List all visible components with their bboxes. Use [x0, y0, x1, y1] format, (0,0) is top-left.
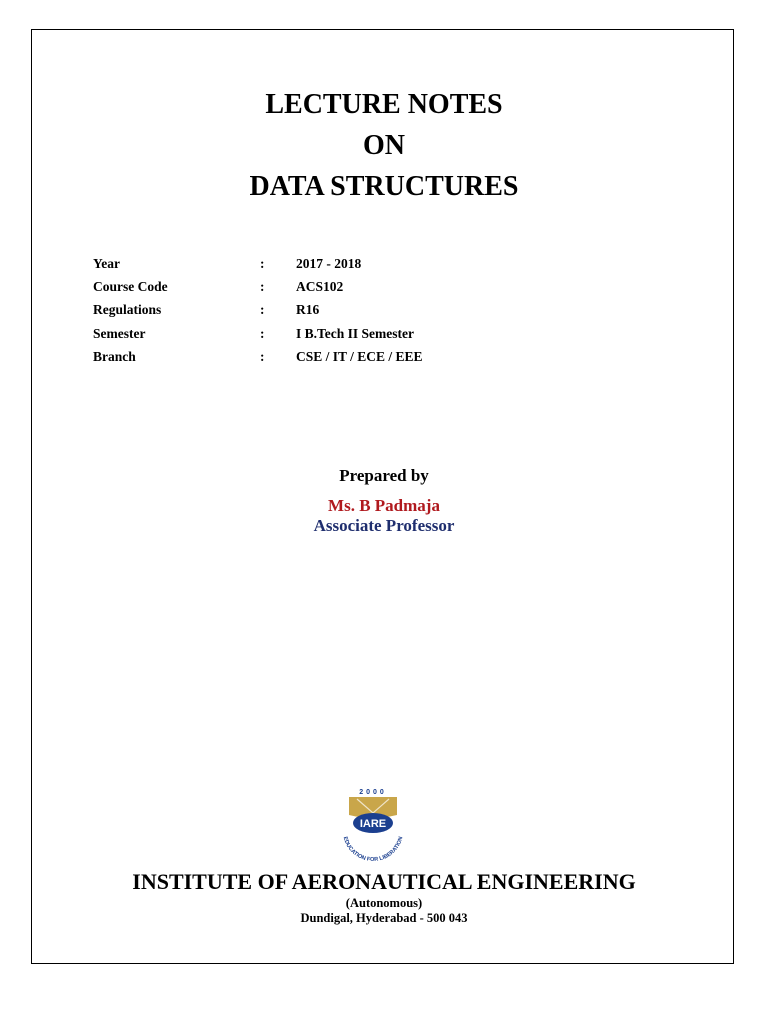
- logo-year-text: 2000: [359, 789, 387, 796]
- author-designation: Associate Professor: [313, 516, 455, 535]
- info-colon: :: [260, 348, 265, 364]
- title-line-3: DATA STRUCTURES: [249, 171, 519, 202]
- info-label: Course Code: [93, 279, 168, 295]
- info-label: Branch: [93, 348, 136, 364]
- institute-name: INSTITUTE OF AERONAUTICAL ENGINEERING: [132, 869, 636, 894]
- info-colon: :: [260, 302, 265, 318]
- info-value: R16: [296, 302, 320, 318]
- info-colon: :: [260, 325, 265, 341]
- info-value: I B.Tech II Semester: [296, 325, 414, 341]
- info-value: CSE / IT / ECE / EEE: [296, 348, 423, 364]
- title-line-2: ON: [363, 130, 405, 161]
- info-value: 2017 - 2018: [296, 256, 362, 271]
- info-label: Year: [93, 256, 120, 271]
- logo-motto: EDUCATION FOR LIBERATION: [341, 836, 405, 863]
- info-label: Regulations: [93, 302, 162, 318]
- iare-logo: [333, 785, 413, 863]
- info-colon: :: [260, 279, 265, 295]
- prepared-by-heading: Prepared by: [339, 466, 429, 485]
- info-label: Semester: [93, 325, 146, 341]
- institute-address: Dundigal, Hyderabad - 500 043: [300, 911, 468, 925]
- info-value: ACS102: [296, 279, 344, 295]
- institute-status: (Autonomous): [345, 896, 423, 910]
- logo-acronym: IARE: [359, 818, 387, 830]
- title-line-1: LECTURE NOTES: [265, 89, 503, 120]
- info-colon: :: [260, 256, 265, 271]
- author-name: Ms. B Padmaja: [328, 496, 440, 515]
